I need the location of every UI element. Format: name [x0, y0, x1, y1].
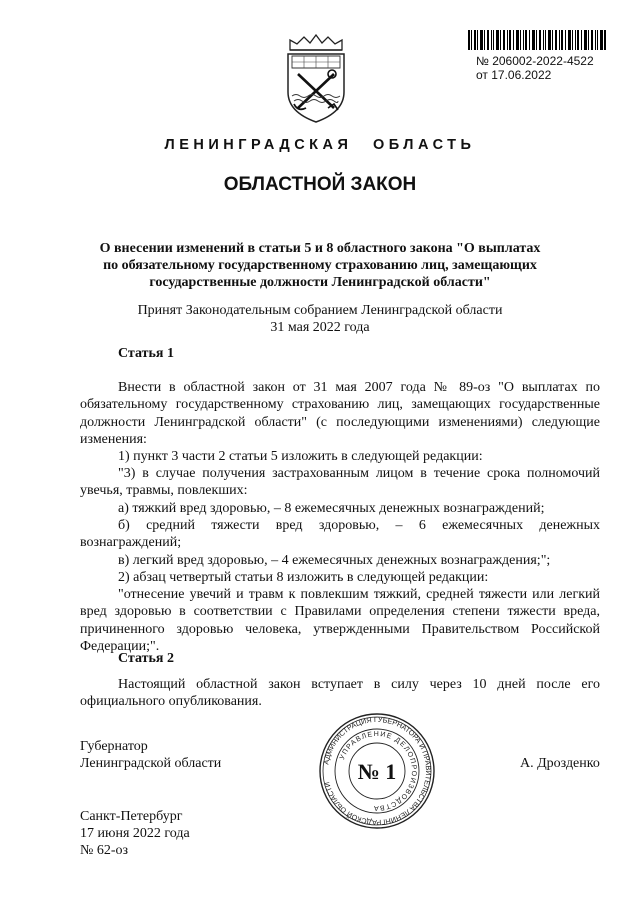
article-1-intro: Внести в областной закон от 31 мая 2007 года № 89-оз "О выплатах по обязательному государственному страхованию лиц, замещающих государственные должности Ленинградской области" (с последующими изменениями) следующие изменения:	[80, 380, 600, 447]
adoption-date: 31 мая 2022 года	[270, 320, 370, 335]
adoption-body: Принят Законодательным собранием Ленинградской области	[137, 303, 503, 318]
region-name: ЛЕНИНГРАДСКАЯ ОБЛАСТЬ	[164, 137, 476, 153]
law-number: № 62-оз	[80, 843, 129, 858]
registration-stamp	[476, 54, 594, 82]
article-1-subitem-b: б) средний тяжести вред здоровью, – 6 ежемесячных денежных вознаграждений;	[80, 518, 600, 551]
seal-inner-text: УПРАВЛЕНИЕ ДЕЛОПРОИЗВОДСТВА	[338, 730, 418, 812]
signing-date: 17 июня 2022 года	[80, 826, 190, 841]
law-title-line: О внесении изменений в статьи 5 и 8 областного закона "О выплатах	[99, 241, 541, 256]
article-2-heading: Статья 2	[118, 651, 174, 666]
article-1-item-2: 2) абзац четвертый статьи 8 изложить в следующей редакции:	[118, 570, 489, 585]
article-1-item-2-text: "отнесение увечий и травм к повлекшим тяжкий, средней тяжести или легкий вред здоровью в соответствии с Правилами определения степени тяжести вреда, причиненного здоровью человека, утвержденными Правительством Российской Федерации;".	[80, 587, 600, 654]
article-1-subitem-a: а) тяжкий вред здоровью, – 8 ежемесячных денежных вознаграждений;	[118, 501, 545, 516]
law-title	[80, 240, 560, 291]
law-title-line: государственные должности Ленинградской области"	[149, 275, 491, 290]
signing-details	[80, 808, 190, 859]
coat-of-arms-emblem	[282, 34, 350, 124]
signing-city: Санкт-Петербург	[80, 809, 183, 824]
registration-number: № 206002-2022-4522	[476, 54, 594, 68]
document-type: ОБЛАСТНОЙ ЗАКОН	[223, 174, 417, 195]
signatory-position-line: Губернатор	[80, 739, 148, 754]
seal-ring-text: АДМИНИСТРАЦИЯ ГУБЕРНАТОРА И ПРАВИТЕЛЬСТВА ЛЕНИНГРАДСКОЙ ОБЛАСТИ	[321, 714, 434, 828]
signatory-name: А. Дрозденко	[520, 756, 600, 771]
law-title-line: по обязательному государственному страхованию лиц, замещающих	[103, 258, 537, 273]
official-seal	[318, 712, 436, 830]
seal-number: № 1	[357, 759, 397, 784]
signatory-position	[80, 738, 221, 772]
article-1-item-1: 1) пункт 3 части 2 статьи 5 изложить в следующей редакции:	[118, 449, 483, 464]
article-1-item-1-text: "3) в случае получения застрахованным лицом в течение срока полномочий увечья, травмы, повлекших:	[80, 466, 600, 499]
registration-date: от 17.06.2022	[476, 68, 552, 82]
article-2-text: Настоящий областной закон вступает в силу через 10 дней после его официального опубликования.	[80, 677, 600, 710]
barcode	[468, 30, 606, 50]
adoption-note	[80, 302, 560, 336]
signatory-position-line: Ленинградской области	[80, 756, 222, 771]
article-1-heading: Статья 1	[118, 346, 174, 361]
article-1-subitem-c: в) легкий вред здоровью, – 4 ежемесячных денежных вознаграждения;";	[118, 553, 551, 568]
